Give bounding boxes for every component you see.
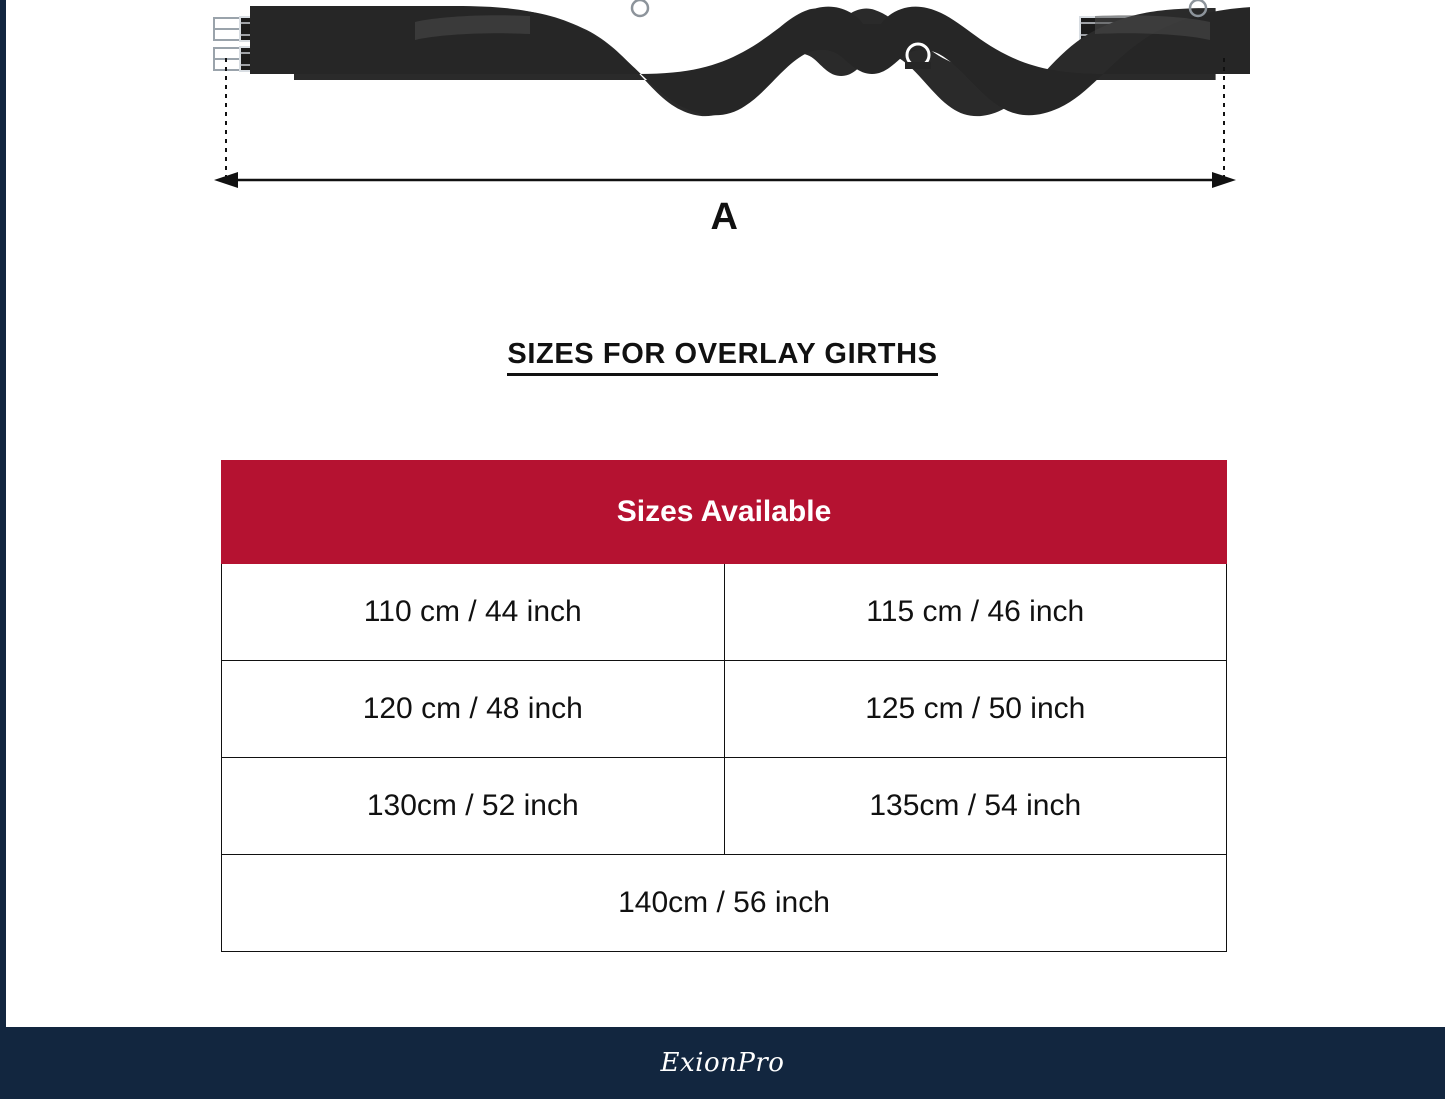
size-cell: 125 cm / 50 inch [724,661,1227,758]
table-row [222,758,1227,855]
size-cell: 110 cm / 44 inch [222,564,725,661]
dimension-label [0,196,1445,239]
section-title [0,338,1445,371]
table-header-row [222,461,1227,564]
size-cell: 120 cm / 48 inch [222,661,725,758]
table-row [222,564,1227,661]
footer-bar [0,1027,1445,1099]
size-cell: 135cm / 54 inch [724,758,1227,855]
size-cell: 130cm / 52 inch [222,758,725,855]
section-title-text: SIZES FOR OVERLAY GIRTHS [507,338,937,376]
size-cell: 115 cm / 46 inch [724,564,1227,661]
dimension-label-text: A [710,196,739,238]
sizes-table [221,460,1227,952]
table-header-cell: Sizes Available [222,461,1227,564]
table-row-full [222,855,1227,952]
size-cell-full: 140cm / 56 inch [222,855,1227,952]
dimension-arrow [214,172,1236,188]
left-top-ring [632,0,648,16]
brand-logo: ExionPro [660,1048,785,1078]
table-row [222,661,1227,758]
